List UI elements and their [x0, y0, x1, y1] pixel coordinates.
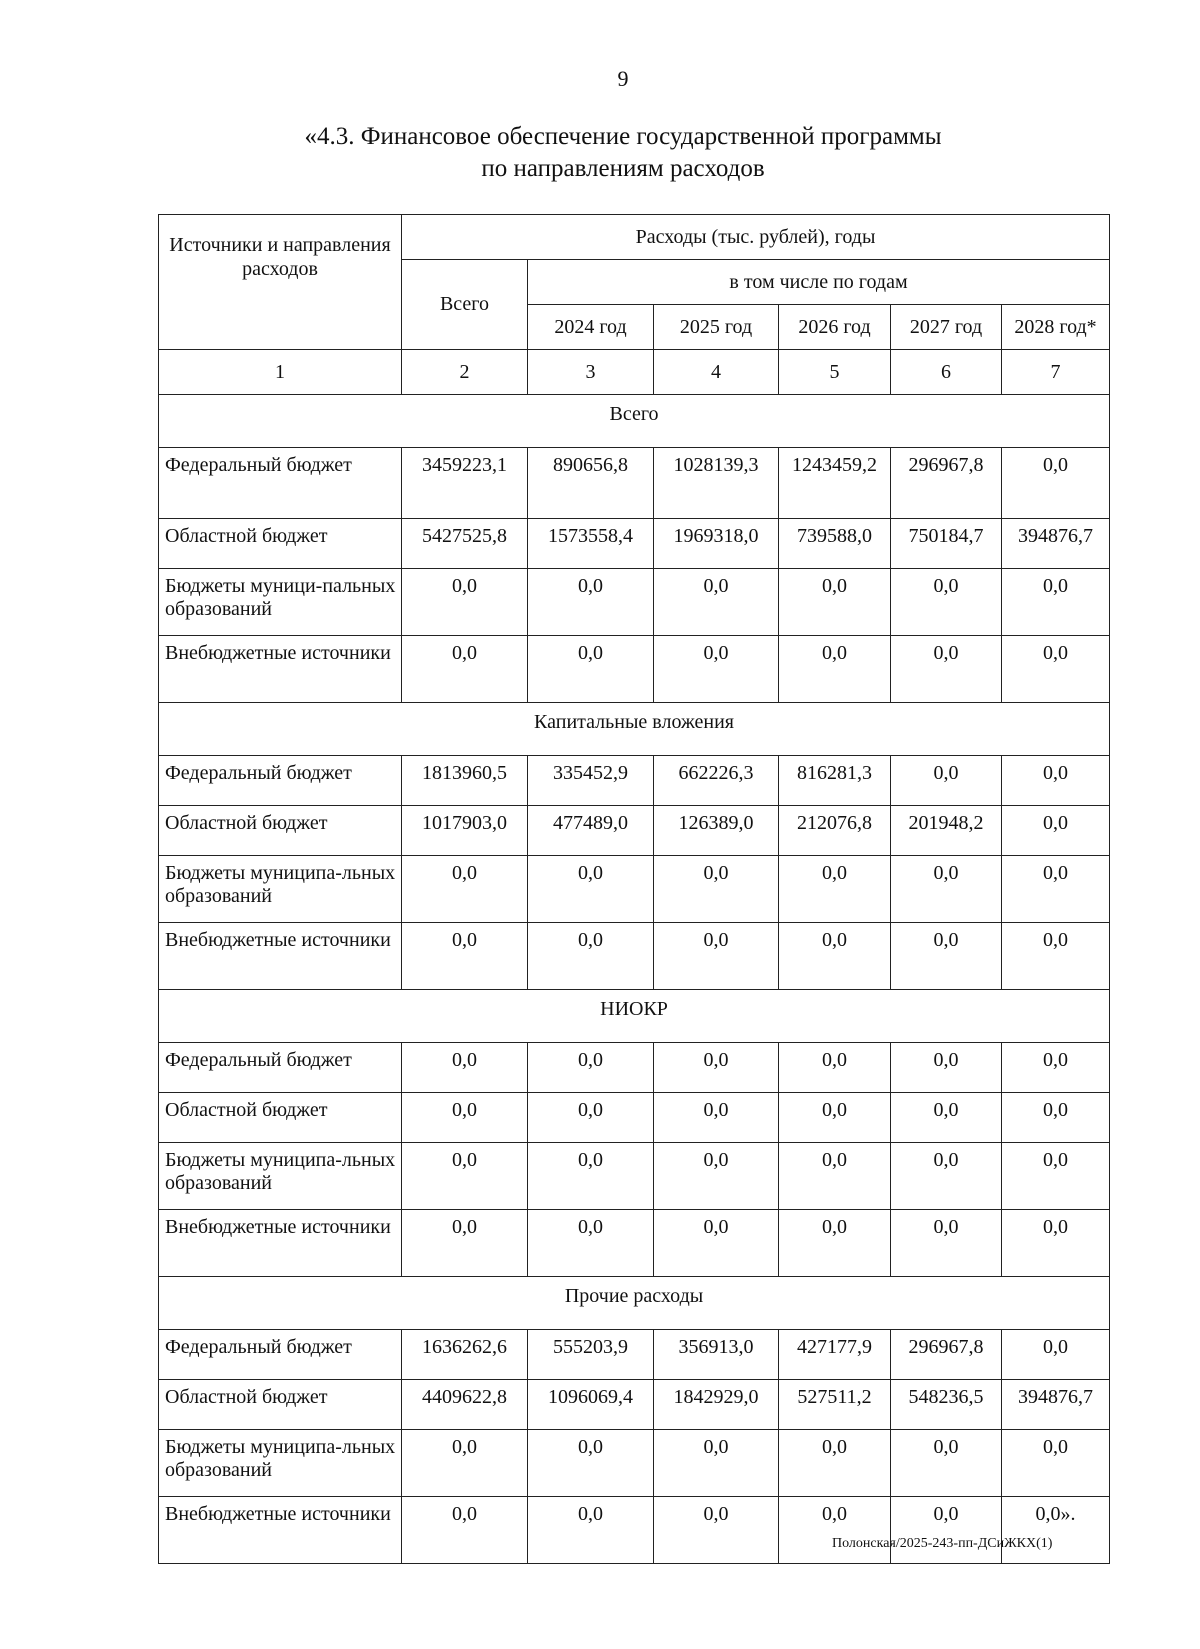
column-number: 6 [891, 350, 1002, 395]
table-row [159, 569, 1110, 636]
table-row [159, 1043, 1110, 1093]
value-cell: 750184,7 [891, 519, 1002, 569]
value-cell: 0,0 [891, 856, 1002, 923]
value-cell: 0,0 [779, 1143, 891, 1210]
value-cell: 1017903,0 [402, 806, 528, 856]
table-row [159, 1380, 1110, 1430]
row-label: Внебюджетные источники [159, 1497, 402, 1564]
row-label: Областной бюджет [159, 1093, 402, 1143]
value-cell: 0,0 [1002, 856, 1110, 923]
value-cell: 0,0 [891, 1143, 1002, 1210]
row-label: Внебюджетные источники [159, 636, 402, 703]
section-row [159, 990, 1110, 1043]
row-label: Федеральный бюджет [159, 1330, 402, 1380]
section-row [159, 1277, 1110, 1330]
value-cell: 5427525,8 [402, 519, 528, 569]
section-title: Прочие расходы [159, 1277, 1110, 1330]
column-number: 2 [402, 350, 528, 395]
value-cell: 296967,8 [891, 1330, 1002, 1380]
header-expenses: Расходы (тыс. рублей), годы [402, 215, 1110, 260]
value-cell: 1636262,6 [402, 1330, 528, 1380]
value-cell: 0,0 [528, 636, 654, 703]
table-row [159, 1210, 1110, 1277]
value-cell: 0,0 [891, 636, 1002, 703]
value-cell: 0,0 [528, 569, 654, 636]
table-row [159, 1497, 1110, 1564]
value-cell: 0,0 [654, 1210, 779, 1277]
row-label: Внебюджетные источники [159, 923, 402, 990]
value-cell: 0,0 [891, 1210, 1002, 1277]
value-cell: 0,0 [891, 569, 1002, 636]
value-cell: 1813960,5 [402, 756, 528, 806]
value-cell: 427177,9 [779, 1330, 891, 1380]
header-year: 2024 год [528, 305, 654, 350]
value-cell: 0,0 [891, 756, 1002, 806]
value-cell: 1096069,4 [528, 1380, 654, 1430]
row-label: Бюджеты муниципа-льных образований [159, 856, 402, 923]
value-cell: 0,0 [779, 923, 891, 990]
value-cell: 1842929,0 [654, 1380, 779, 1430]
value-cell: 890656,8 [528, 448, 654, 519]
value-cell: 0,0 [528, 856, 654, 923]
value-cell: 0,0 [779, 856, 891, 923]
value-cell: 0,0 [1002, 636, 1110, 703]
value-cell: 335452,9 [528, 756, 654, 806]
row-label: Федеральный бюджет [159, 756, 402, 806]
value-cell: 0,0 [654, 1043, 779, 1093]
section-row [159, 703, 1110, 756]
value-cell: 0,0 [528, 1143, 654, 1210]
value-cell: 0,0 [402, 636, 528, 703]
value-cell: 3459223,1 [402, 448, 528, 519]
value-cell: 555203,9 [528, 1330, 654, 1380]
value-cell: 0,0 [779, 1043, 891, 1093]
section-row [159, 395, 1110, 448]
value-cell: 1969318,0 [654, 519, 779, 569]
row-label: Внебюджетные источники [159, 1210, 402, 1277]
value-cell: 0,0 [654, 1143, 779, 1210]
value-cell: 0,0 [402, 1143, 528, 1210]
value-cell: 0,0 [1002, 1430, 1110, 1497]
column-number: 1 [159, 350, 402, 395]
value-cell: 0,0 [1002, 448, 1110, 519]
value-cell: 0,0 [1002, 1210, 1110, 1277]
value-cell: 0,0 [654, 1497, 779, 1564]
column-number: 7 [1002, 350, 1110, 395]
table-row [159, 806, 1110, 856]
row-label: Бюджеты муници-пальных образований [159, 569, 402, 636]
table-row [159, 856, 1110, 923]
value-cell: 0,0 [891, 1093, 1002, 1143]
value-cell: 0,0 [891, 923, 1002, 990]
value-cell: 0,0 [402, 1210, 528, 1277]
value-cell: 0,0 [1002, 1143, 1110, 1210]
table-row [159, 1430, 1110, 1497]
section-title: Всего [159, 395, 1110, 448]
value-cell: 212076,8 [779, 806, 891, 856]
column-number: 3 [528, 350, 654, 395]
value-cell: 0,0 [779, 636, 891, 703]
value-cell: 126389,0 [654, 806, 779, 856]
value-cell: 662226,3 [654, 756, 779, 806]
value-cell: 0,0 [891, 1497, 1002, 1564]
value-cell: 0,0 [654, 1430, 779, 1497]
value-cell: 0,0 [402, 856, 528, 923]
value-cell: 0,0 [528, 923, 654, 990]
value-cell: 1028139,3 [654, 448, 779, 519]
header-including: в том числе по годам [528, 260, 1110, 305]
title-line-1: «4.3. Финансовое обеспечение государственной программы [304, 123, 942, 150]
value-cell: 0,0 [402, 1093, 528, 1143]
value-cell: 0,0 [654, 636, 779, 703]
value-cell: 201948,2 [891, 806, 1002, 856]
column-number: 4 [654, 350, 779, 395]
value-cell: 1573558,4 [528, 519, 654, 569]
value-cell: 0,0 [891, 1430, 1002, 1497]
value-cell: 0,0 [402, 569, 528, 636]
value-cell: 0,0 [402, 1043, 528, 1093]
section-title: НИОКР [159, 990, 1110, 1043]
row-label: Областной бюджет [159, 806, 402, 856]
header-year: 2027 год [891, 305, 1002, 350]
value-cell: 0,0 [779, 569, 891, 636]
row-label: Областной бюджет [159, 1380, 402, 1430]
table-row [159, 923, 1110, 990]
column-number: 5 [779, 350, 891, 395]
value-cell: 739588,0 [779, 519, 891, 569]
financing-table [158, 214, 1110, 1564]
value-cell: 1243459,2 [779, 448, 891, 519]
value-cell: 0,0 [779, 1497, 891, 1564]
row-label: Бюджеты муниципа-льных образований [159, 1143, 402, 1210]
value-cell: 477489,0 [528, 806, 654, 856]
value-cell: 0,0 [528, 1430, 654, 1497]
value-cell: 0,0». [1002, 1497, 1110, 1564]
value-cell: 0,0 [402, 1430, 528, 1497]
value-cell: 816281,3 [779, 756, 891, 806]
table-row [159, 1093, 1110, 1143]
value-cell: 0,0 [1002, 806, 1110, 856]
page-number: 9 [617, 66, 629, 91]
header-total: Всего [402, 260, 528, 350]
value-cell: 0,0 [779, 1093, 891, 1143]
value-cell: 548236,5 [891, 1380, 1002, 1430]
value-cell: 527511,2 [779, 1380, 891, 1430]
value-cell: 0,0 [1002, 923, 1110, 990]
row-label: Федеральный бюджет [159, 1043, 402, 1093]
header-year: 2028 год* [1002, 305, 1110, 350]
value-cell: 0,0 [1002, 569, 1110, 636]
value-cell: 0,0 [1002, 756, 1110, 806]
value-cell: 394876,7 [1002, 519, 1110, 569]
value-cell: 0,0 [528, 1210, 654, 1277]
table-row [159, 1330, 1110, 1380]
value-cell: 0,0 [654, 569, 779, 636]
table-row [159, 636, 1110, 703]
row-label: Федеральный бюджет [159, 448, 402, 519]
value-cell: 0,0 [654, 1093, 779, 1143]
value-cell: 4409622,8 [402, 1380, 528, 1430]
section-title: Капитальные вложения [159, 703, 1110, 756]
table-row [159, 1143, 1110, 1210]
document-footer: Полонская/2025-243-пп-ДСиЖКХ(1) [832, 1536, 1053, 1551]
value-cell: 0,0 [891, 1043, 1002, 1093]
value-cell: 356913,0 [654, 1330, 779, 1380]
table-row [159, 519, 1110, 569]
row-label: Областной бюджет [159, 519, 402, 569]
value-cell: 0,0 [779, 1210, 891, 1277]
value-cell: 0,0 [528, 1043, 654, 1093]
row-label: Бюджеты муниципа-льных образований [159, 1430, 402, 1497]
header-year: 2026 год [779, 305, 891, 350]
page-title [0, 121, 1200, 185]
value-cell: 296967,8 [891, 448, 1002, 519]
table-row [159, 448, 1110, 519]
value-cell: 0,0 [402, 1497, 528, 1564]
value-cell: 0,0 [654, 923, 779, 990]
table-row [159, 756, 1110, 806]
title-line-2: по направлениям расходов [481, 155, 765, 182]
value-cell: 394876,7 [1002, 1380, 1110, 1430]
value-cell: 0,0 [402, 923, 528, 990]
value-cell: 0,0 [1002, 1043, 1110, 1093]
header-sources: Источники и направления расходов [159, 215, 402, 350]
value-cell: 0,0 [654, 856, 779, 923]
value-cell: 0,0 [528, 1093, 654, 1143]
value-cell: 0,0 [1002, 1093, 1110, 1143]
value-cell: 0,0 [528, 1497, 654, 1564]
header-year: 2025 год [654, 305, 779, 350]
value-cell: 0,0 [779, 1430, 891, 1497]
value-cell: 0,0 [1002, 1330, 1110, 1380]
